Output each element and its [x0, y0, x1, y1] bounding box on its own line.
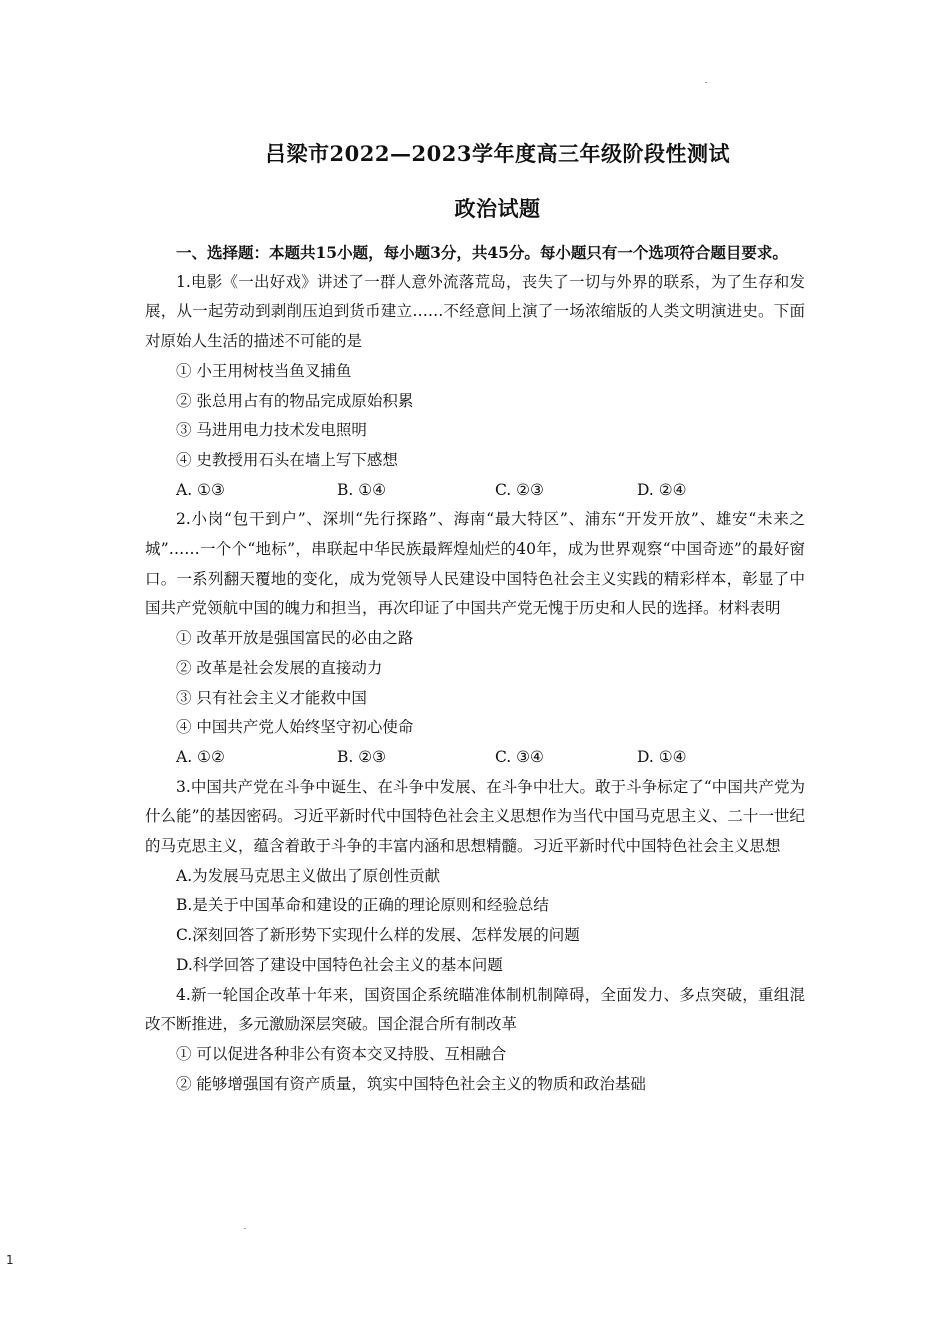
- question-stem: 3.中国共产党在斗争中诞生、在斗争中发展、在斗争中壮大。敢于斗争标定了“中国共产党为什么能”的基因密码。习近平新时代中国特色社会主义思想作为当代中国马克思主义、二十一世纪的马克思主义，蕴含着敢于斗争的丰富内涵和思想精髓。习近平新时代中国特色社会主义思想: [145, 777, 805, 856]
- choice-b: B. ①④: [337, 480, 387, 499]
- question-stem: 1.电影《一出好戏》讲述了一群人意外流落荒岛，丧失了一切与外界的联系，为了生存和发展，从一起劳动到剥削压迫到货币建立……不经意间上演了一场浓缩版的人类文明演进史。下面对原始人生活的描述不可能的是: [145, 272, 805, 351]
- exam-subtitle: 政治试题: [454, 196, 541, 221]
- question-option: ② 能够增强国有资产质量，筑实中国特色社会主义的物质和政治基础: [176, 1074, 646, 1093]
- answer-choices: [145, 476, 805, 506]
- question-3: [145, 773, 805, 981]
- choice-c: C. ②③: [495, 480, 544, 499]
- question-option: ② 改革是社会发展的直接动力: [176, 658, 383, 677]
- section-heading: 一、选择题：本题共15小题，每小题3分，共45分。每小题只有一个选项符合题目要求。: [176, 243, 788, 262]
- question-option: ② 张总用占有的物品完成原始积累: [176, 391, 414, 410]
- question-option: ③ 马进用电力技术发电照明: [176, 421, 367, 440]
- question-option: D.科学回答了建设中国特色社会主义的基本问题: [176, 955, 503, 974]
- exam-title: 吕梁市2022—2023学年度高三年级阶段性测试: [265, 141, 730, 166]
- answer-choices: [145, 743, 805, 773]
- question-2: [145, 505, 805, 772]
- question-option: ① 小王用树枝当鱼叉捕鱼: [176, 361, 352, 380]
- scan-speck: [244, 1228, 246, 1229]
- question-stem: 2.小岗“包干到户”、深圳“先行探路”、海南“最大特区”、浦东“开发开放”、雄安“未来之城”……一个个“地标”，串联起中华民族最辉煌灿烂的40年，成为世界观察“中国奇迹”的最好窗口。一系列翻天覆地的变化，成为党领导人民建设中国特色社会主义实践的精彩样本，彰显了中国共产党领航中国的魄力和担当，再次印证了中国共产党无愧于历史和人民的选择。材料表明: [145, 510, 805, 618]
- question-1: [145, 268, 805, 506]
- choice-d: D. ①④: [637, 747, 687, 766]
- choice-c: C. ③④: [495, 747, 544, 766]
- choice-d: D. ②④: [637, 480, 687, 499]
- exam-content: [145, 238, 805, 1099]
- question-option: ① 可以促进各种非公有资本交叉持股、互相融合: [176, 1044, 507, 1063]
- question-option: ④ 史教授用石头在墙上写下感想: [176, 450, 398, 469]
- question-option: ③ 只有社会主义才能救中国: [176, 688, 367, 707]
- page-number: 1: [6, 1253, 14, 1267]
- question-option: B.是关于中国革命和建设的正确的理论原则和经验总结: [176, 896, 549, 915]
- scan-speck: [705, 82, 707, 83]
- question-option: ① 改革开放是强国富民的必由之路: [176, 629, 414, 648]
- question-option: A.为发展马克思主义做出了原创性贡献: [176, 866, 441, 885]
- choice-b: B. ②③: [337, 747, 387, 766]
- question-stem: 4.新一轮国企改革十年来，国资国企系统瞄准体制机制障碍，全面发力、多点突破，重组混改不断推进，多元激励深层突破。国企混合所有制改革: [145, 985, 805, 1034]
- choice-a: A. ①②: [176, 747, 225, 766]
- question-4: [145, 981, 805, 1100]
- question-option: ④ 中国共产党人始终坚守初心使命: [176, 718, 414, 737]
- question-option: C.深刻回答了新形势下实现什么样的发展、怎样发展的问题: [176, 926, 580, 945]
- choice-a: A. ①③: [176, 480, 225, 499]
